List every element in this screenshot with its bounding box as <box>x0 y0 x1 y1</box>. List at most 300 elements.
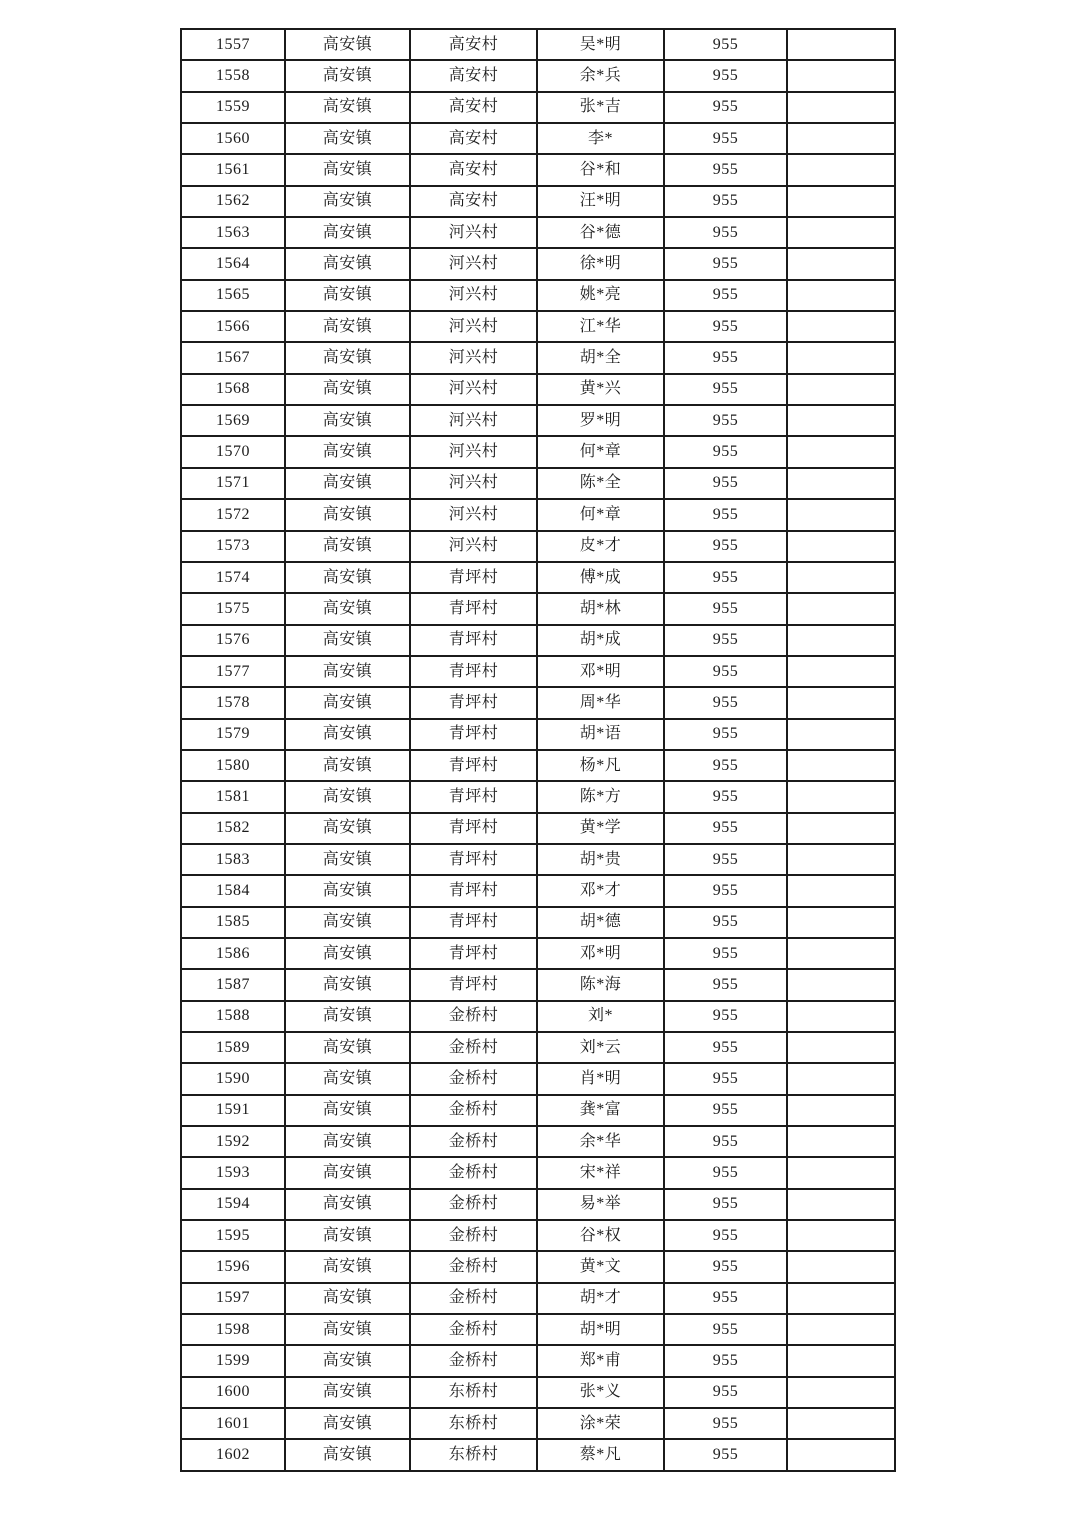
village-cell: 青坪村 <box>410 969 537 1000</box>
sequence-number-cell: 1572 <box>181 499 285 530</box>
town-cell: 高安镇 <box>285 875 410 906</box>
village-cell: 青坪村 <box>410 687 537 718</box>
person-name-cell: 易*举 <box>537 1189 664 1220</box>
table-row <box>181 1251 895 1282</box>
code-cell: 955 <box>664 1220 787 1251</box>
table-body <box>181 29 895 1471</box>
person-name-cell: 胡*语 <box>537 719 664 750</box>
person-name-cell: 胡*贵 <box>537 844 664 875</box>
town-cell: 高安镇 <box>285 750 410 781</box>
person-name-cell: 邓*才 <box>537 875 664 906</box>
code-cell: 955 <box>664 436 787 467</box>
sequence-number-cell: 1563 <box>181 217 285 248</box>
town-cell: 高安镇 <box>285 217 410 248</box>
code-cell: 955 <box>664 468 787 499</box>
person-name-cell: 谷*和 <box>537 154 664 185</box>
table-row <box>181 781 895 812</box>
code-cell: 955 <box>664 186 787 217</box>
person-name-cell: 吴*明 <box>537 29 664 60</box>
code-cell: 955 <box>664 1001 787 1032</box>
town-cell: 高安镇 <box>285 60 410 91</box>
person-name-cell: 涂*荣 <box>537 1408 664 1439</box>
remark-cell <box>787 1063 895 1094</box>
person-name-cell: 余*华 <box>537 1126 664 1157</box>
town-cell: 高安镇 <box>285 844 410 875</box>
town-cell: 高安镇 <box>285 92 410 123</box>
town-cell: 高安镇 <box>285 813 410 844</box>
remark-cell <box>787 1126 895 1157</box>
sequence-number-cell: 1564 <box>181 248 285 279</box>
sequence-number-cell: 1573 <box>181 531 285 562</box>
sequence-number-cell: 1598 <box>181 1314 285 1345</box>
town-cell: 高安镇 <box>285 656 410 687</box>
code-cell: 955 <box>664 499 787 530</box>
remark-cell <box>787 468 895 499</box>
table-row <box>181 969 895 1000</box>
village-cell: 金桥村 <box>410 1283 537 1314</box>
sequence-number-cell: 1586 <box>181 938 285 969</box>
town-cell: 高安镇 <box>285 938 410 969</box>
remark-cell <box>787 813 895 844</box>
village-cell: 河兴村 <box>410 405 537 436</box>
remark-cell <box>787 1095 895 1126</box>
table-row <box>181 875 895 906</box>
remark-cell <box>787 186 895 217</box>
code-cell: 955 <box>664 1063 787 1094</box>
sequence-number-cell: 1571 <box>181 468 285 499</box>
remark-cell <box>787 217 895 248</box>
village-cell: 河兴村 <box>410 374 537 405</box>
sequence-number-cell: 1558 <box>181 60 285 91</box>
sequence-number-cell: 1579 <box>181 719 285 750</box>
person-name-cell: 傅*成 <box>537 562 664 593</box>
code-cell: 955 <box>664 280 787 311</box>
person-name-cell: 肖*明 <box>537 1063 664 1094</box>
code-cell: 955 <box>664 1126 787 1157</box>
village-cell: 金桥村 <box>410 1314 537 1345</box>
person-name-cell: 郑*甫 <box>537 1345 664 1376</box>
code-cell: 955 <box>664 1283 787 1314</box>
sequence-number-cell: 1591 <box>181 1095 285 1126</box>
village-cell: 河兴村 <box>410 436 537 467</box>
sequence-number-cell: 1590 <box>181 1063 285 1094</box>
village-cell: 青坪村 <box>410 907 537 938</box>
town-cell: 高安镇 <box>285 29 410 60</box>
village-cell: 金桥村 <box>410 1063 537 1094</box>
remark-cell <box>787 907 895 938</box>
person-name-cell: 黄*兴 <box>537 374 664 405</box>
code-cell: 955 <box>664 813 787 844</box>
person-name-cell: 胡*林 <box>537 593 664 624</box>
remark-cell <box>787 781 895 812</box>
town-cell: 高安镇 <box>285 1345 410 1376</box>
code-cell: 955 <box>664 248 787 279</box>
town-cell: 高安镇 <box>285 1126 410 1157</box>
table-row <box>181 374 895 405</box>
code-cell: 955 <box>664 531 787 562</box>
town-cell: 高安镇 <box>285 1032 410 1063</box>
town-cell: 高安镇 <box>285 186 410 217</box>
code-cell: 955 <box>664 781 787 812</box>
town-cell: 高安镇 <box>285 625 410 656</box>
town-cell: 高安镇 <box>285 248 410 279</box>
person-name-cell: 何*章 <box>537 499 664 530</box>
town-cell: 高安镇 <box>285 311 410 342</box>
code-cell: 955 <box>664 1189 787 1220</box>
remark-cell <box>787 405 895 436</box>
sequence-number-cell: 1576 <box>181 625 285 656</box>
table-row <box>181 1314 895 1345</box>
table-row <box>181 1283 895 1314</box>
sequence-number-cell: 1593 <box>181 1157 285 1188</box>
sequence-number-cell: 1567 <box>181 342 285 373</box>
code-cell: 955 <box>664 1314 787 1345</box>
village-cell: 青坪村 <box>410 593 537 624</box>
table-row <box>181 468 895 499</box>
code-cell: 955 <box>664 1032 787 1063</box>
remark-cell <box>787 280 895 311</box>
sequence-number-cell: 1594 <box>181 1189 285 1220</box>
town-cell: 高安镇 <box>285 1314 410 1345</box>
code-cell: 955 <box>664 969 787 1000</box>
town-cell: 高安镇 <box>285 1063 410 1094</box>
remark-cell <box>787 1032 895 1063</box>
town-cell: 高安镇 <box>285 436 410 467</box>
table-row <box>181 593 895 624</box>
remark-cell <box>787 342 895 373</box>
code-cell: 955 <box>664 562 787 593</box>
village-cell: 高安村 <box>410 60 537 91</box>
table-row <box>181 1345 895 1376</box>
person-name-cell: 徐*明 <box>537 248 664 279</box>
person-name-cell: 谷*权 <box>537 1220 664 1251</box>
person-name-cell: 宋*祥 <box>537 1157 664 1188</box>
sequence-number-cell: 1569 <box>181 405 285 436</box>
town-cell: 高安镇 <box>285 468 410 499</box>
village-cell: 东桥村 <box>410 1408 537 1439</box>
table-row <box>181 531 895 562</box>
table-row <box>181 750 895 781</box>
code-cell: 955 <box>664 1095 787 1126</box>
village-cell: 高安村 <box>410 29 537 60</box>
village-cell: 金桥村 <box>410 1189 537 1220</box>
sequence-number-cell: 1592 <box>181 1126 285 1157</box>
table-row <box>181 123 895 154</box>
village-cell: 青坪村 <box>410 625 537 656</box>
village-cell: 青坪村 <box>410 813 537 844</box>
person-name-cell: 陈*方 <box>537 781 664 812</box>
town-cell: 高安镇 <box>285 531 410 562</box>
village-cell: 河兴村 <box>410 217 537 248</box>
table-row <box>181 154 895 185</box>
code-cell: 955 <box>664 750 787 781</box>
town-cell: 高安镇 <box>285 593 410 624</box>
code-cell: 955 <box>664 154 787 185</box>
person-name-cell: 余*兵 <box>537 60 664 91</box>
code-cell: 955 <box>664 938 787 969</box>
person-name-cell: 张*义 <box>537 1377 664 1408</box>
town-cell: 高安镇 <box>285 1408 410 1439</box>
table-row <box>181 1408 895 1439</box>
person-name-cell: 黄*文 <box>537 1251 664 1282</box>
town-cell: 高安镇 <box>285 969 410 1000</box>
remark-cell <box>787 1283 895 1314</box>
town-cell: 高安镇 <box>285 781 410 812</box>
village-cell: 东桥村 <box>410 1377 537 1408</box>
table-row <box>181 29 895 60</box>
village-cell: 青坪村 <box>410 844 537 875</box>
town-cell: 高安镇 <box>285 1377 410 1408</box>
remark-cell <box>787 311 895 342</box>
sequence-number-cell: 1562 <box>181 186 285 217</box>
code-cell: 955 <box>664 593 787 624</box>
code-cell: 955 <box>664 1345 787 1376</box>
remark-cell <box>787 750 895 781</box>
sequence-number-cell: 1584 <box>181 875 285 906</box>
sequence-number-cell: 1580 <box>181 750 285 781</box>
sequence-number-cell: 1566 <box>181 311 285 342</box>
person-name-cell: 刘*云 <box>537 1032 664 1063</box>
code-cell: 955 <box>664 1157 787 1188</box>
table-row <box>181 1063 895 1094</box>
table-row <box>181 1377 895 1408</box>
code-cell: 955 <box>664 92 787 123</box>
code-cell: 955 <box>664 656 787 687</box>
remark-cell <box>787 60 895 91</box>
person-name-cell: 陈*海 <box>537 969 664 1000</box>
table-row <box>181 1001 895 1032</box>
table-row <box>181 499 895 530</box>
table-row <box>181 311 895 342</box>
remark-cell <box>787 436 895 467</box>
village-cell: 河兴村 <box>410 248 537 279</box>
remark-cell <box>787 1220 895 1251</box>
remark-cell <box>787 499 895 530</box>
sequence-number-cell: 1596 <box>181 1251 285 1282</box>
remark-cell <box>787 938 895 969</box>
person-name-cell: 胡*明 <box>537 1314 664 1345</box>
remark-cell <box>787 875 895 906</box>
person-name-cell: 胡*全 <box>537 342 664 373</box>
code-cell: 955 <box>664 687 787 718</box>
code-cell: 955 <box>664 60 787 91</box>
table-row <box>181 1126 895 1157</box>
sequence-number-cell: 1575 <box>181 593 285 624</box>
village-cell: 河兴村 <box>410 342 537 373</box>
town-cell: 高安镇 <box>285 1283 410 1314</box>
code-cell: 955 <box>664 29 787 60</box>
village-cell: 河兴村 <box>410 531 537 562</box>
table-row <box>181 186 895 217</box>
remark-cell <box>787 1314 895 1345</box>
sequence-number-cell: 1560 <box>181 123 285 154</box>
village-cell: 河兴村 <box>410 468 537 499</box>
town-cell: 高安镇 <box>285 719 410 750</box>
code-cell: 955 <box>664 625 787 656</box>
remark-cell <box>787 1345 895 1376</box>
town-cell: 高安镇 <box>285 154 410 185</box>
table-row <box>181 813 895 844</box>
person-name-cell: 汪*明 <box>537 186 664 217</box>
sequence-number-cell: 1561 <box>181 154 285 185</box>
sequence-number-cell: 1565 <box>181 280 285 311</box>
person-name-cell: 邓*明 <box>537 656 664 687</box>
remark-cell <box>787 687 895 718</box>
village-cell: 高安村 <box>410 154 537 185</box>
sequence-number-cell: 1574 <box>181 562 285 593</box>
table-row <box>181 280 895 311</box>
village-cell: 金桥村 <box>410 1126 537 1157</box>
table-row <box>181 248 895 279</box>
person-name-cell: 张*吉 <box>537 92 664 123</box>
village-cell: 高安村 <box>410 92 537 123</box>
town-cell: 高安镇 <box>285 405 410 436</box>
remark-cell <box>787 1189 895 1220</box>
town-cell: 高安镇 <box>285 1001 410 1032</box>
remark-cell <box>787 844 895 875</box>
person-name-cell: 谷*德 <box>537 217 664 248</box>
sequence-number-cell: 1581 <box>181 781 285 812</box>
person-name-cell: 周*华 <box>537 687 664 718</box>
village-cell: 青坪村 <box>410 781 537 812</box>
remark-cell <box>787 248 895 279</box>
sequence-number-cell: 1568 <box>181 374 285 405</box>
sequence-number-cell: 1570 <box>181 436 285 467</box>
person-name-cell: 邓*明 <box>537 938 664 969</box>
remark-cell <box>787 1439 895 1471</box>
town-cell: 高安镇 <box>285 1439 410 1471</box>
town-cell: 高安镇 <box>285 1189 410 1220</box>
town-cell: 高安镇 <box>285 342 410 373</box>
remark-cell <box>787 154 895 185</box>
table-row <box>181 1220 895 1251</box>
table-row <box>181 562 895 593</box>
remark-cell <box>787 593 895 624</box>
remark-cell <box>787 29 895 60</box>
table-row <box>181 719 895 750</box>
table-row <box>181 217 895 248</box>
table-row <box>181 625 895 656</box>
town-cell: 高安镇 <box>285 1251 410 1282</box>
sequence-number-cell: 1578 <box>181 687 285 718</box>
code-cell: 955 <box>664 374 787 405</box>
person-name-cell: 罗*明 <box>537 405 664 436</box>
remark-cell <box>787 1157 895 1188</box>
remark-cell <box>787 1251 895 1282</box>
village-cell: 青坪村 <box>410 562 537 593</box>
person-name-cell: 李* <box>537 123 664 154</box>
code-cell: 955 <box>664 719 787 750</box>
remark-cell <box>787 625 895 656</box>
village-cell: 青坪村 <box>410 875 537 906</box>
sequence-number-cell: 1602 <box>181 1439 285 1471</box>
code-cell: 955 <box>664 123 787 154</box>
town-cell: 高安镇 <box>285 687 410 718</box>
village-cell: 青坪村 <box>410 719 537 750</box>
table-row <box>181 405 895 436</box>
town-cell: 高安镇 <box>285 562 410 593</box>
town-cell: 高安镇 <box>285 1157 410 1188</box>
person-name-cell: 刘* <box>537 1001 664 1032</box>
town-cell: 高安镇 <box>285 1220 410 1251</box>
code-cell: 955 <box>664 907 787 938</box>
roster-table <box>180 28 896 1472</box>
remark-cell <box>787 531 895 562</box>
person-name-cell: 胡*德 <box>537 907 664 938</box>
table-row <box>181 1157 895 1188</box>
table-row <box>181 1439 895 1471</box>
person-name-cell: 皮*才 <box>537 531 664 562</box>
code-cell: 955 <box>664 405 787 436</box>
remark-cell <box>787 92 895 123</box>
code-cell: 955 <box>664 844 787 875</box>
table-row <box>181 656 895 687</box>
remark-cell <box>787 1408 895 1439</box>
village-cell: 金桥村 <box>410 1095 537 1126</box>
sequence-number-cell: 1585 <box>181 907 285 938</box>
person-name-cell: 陈*全 <box>537 468 664 499</box>
table-row <box>181 342 895 373</box>
code-cell: 955 <box>664 342 787 373</box>
person-name-cell: 何*章 <box>537 436 664 467</box>
sequence-number-cell: 1589 <box>181 1032 285 1063</box>
sequence-number-cell: 1582 <box>181 813 285 844</box>
village-cell: 金桥村 <box>410 1157 537 1188</box>
code-cell: 955 <box>664 311 787 342</box>
town-cell: 高安镇 <box>285 1095 410 1126</box>
table-row <box>181 907 895 938</box>
person-name-cell: 蔡*凡 <box>537 1439 664 1471</box>
person-name-cell: 胡*成 <box>537 625 664 656</box>
town-cell: 高安镇 <box>285 280 410 311</box>
remark-cell <box>787 1001 895 1032</box>
sequence-number-cell: 1583 <box>181 844 285 875</box>
code-cell: 955 <box>664 1408 787 1439</box>
village-cell: 青坪村 <box>410 656 537 687</box>
code-cell: 955 <box>664 1251 787 1282</box>
village-cell: 河兴村 <box>410 499 537 530</box>
person-name-cell: 黄*学 <box>537 813 664 844</box>
table-row <box>181 60 895 91</box>
code-cell: 955 <box>664 217 787 248</box>
sequence-number-cell: 1588 <box>181 1001 285 1032</box>
table-row <box>181 92 895 123</box>
village-cell: 高安村 <box>410 186 537 217</box>
village-cell: 金桥村 <box>410 1001 537 1032</box>
village-cell: 河兴村 <box>410 280 537 311</box>
code-cell: 955 <box>664 875 787 906</box>
sequence-number-cell: 1601 <box>181 1408 285 1439</box>
table-row <box>181 1032 895 1063</box>
remark-cell <box>787 374 895 405</box>
person-name-cell: 龚*富 <box>537 1095 664 1126</box>
town-cell: 高安镇 <box>285 123 410 154</box>
remark-cell <box>787 1377 895 1408</box>
sequence-number-cell: 1599 <box>181 1345 285 1376</box>
code-cell: 955 <box>664 1377 787 1408</box>
remark-cell <box>787 123 895 154</box>
code-cell: 955 <box>664 1439 787 1471</box>
town-cell: 高安镇 <box>285 499 410 530</box>
sequence-number-cell: 1597 <box>181 1283 285 1314</box>
village-cell: 高安村 <box>410 123 537 154</box>
town-cell: 高安镇 <box>285 907 410 938</box>
person-name-cell: 胡*才 <box>537 1283 664 1314</box>
village-cell: 金桥村 <box>410 1345 537 1376</box>
village-cell: 东桥村 <box>410 1439 537 1471</box>
village-cell: 青坪村 <box>410 938 537 969</box>
person-name-cell: 姚*亮 <box>537 280 664 311</box>
